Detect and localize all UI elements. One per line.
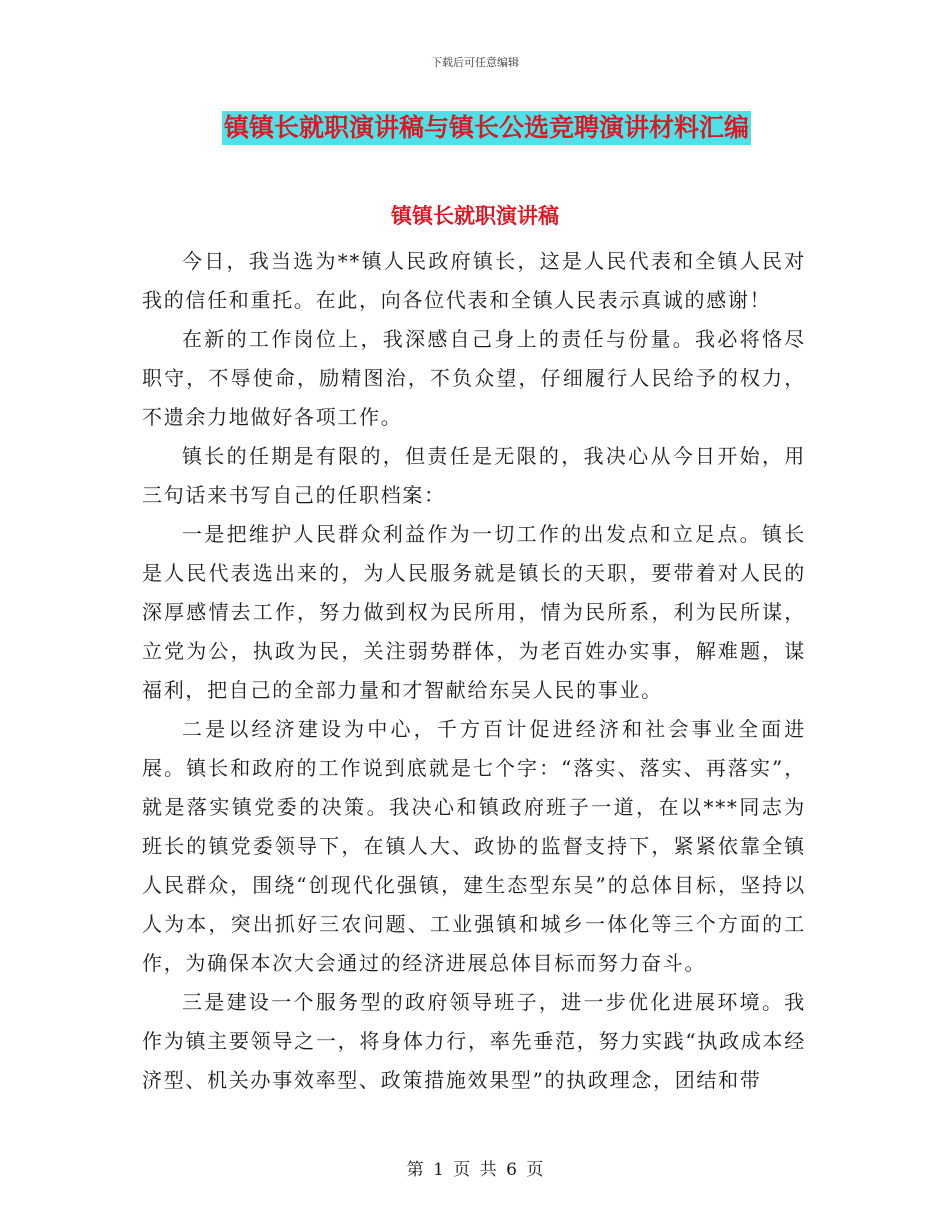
body-text bbox=[142, 242, 806, 1100]
paragraph: 镇长的任期是有限的，但责任是无限的，我决心从今日开始，用三句话来书写自己的任职档案： bbox=[142, 444, 806, 507]
paragraph: 二是以经济建设为中心，千方百计促进经济和社会事业全面进展。镇长和政府的工作说到底就是七个字：“落实、落实、再落实”，就是落实镇党委的决策。我决心和镇政府班子一道，在以***同志为班长的镇党委领导下，在镇人大、政协的监督支持下，紧紧依靠全镇人民群众，围绕“创现代化强镇，建生态型东吴”的总体目标，坚持以人为本，突出抓好三农问题、工业强镇和城乡一体化等三个方面的工作，为确保本次大会通过的经济进展总体目标而努力奋斗。 bbox=[142, 717, 806, 975]
page-footer: 第 1 页 共 6 页 bbox=[406, 1160, 544, 1180]
paragraph: 一是把维护人民群众利益作为一切工作的出发点和立足点。镇长是人民代表选出来的，为人民服务就是镇长的天职，要带着对人民的深厚感情去工作，努力做到权为民所用，情为民所系，利为民所谋，立党为公，执政为民，关注弱势群体，为老百姓办实事，解难题，谋福利，把自己的全部力量和才智献给东吴人民的事业。 bbox=[142, 522, 806, 702]
section-title: 镇镇长就职演讲稿 bbox=[391, 204, 559, 228]
page-header-note: 下载后可任意编辑 bbox=[431, 56, 519, 69]
paragraph: 三是建设一个服务型的政府领导班子，进一步优化进展环境。我作为镇主要领导之一，将身体力行，率先垂范，努力实践“执政成本经济型、机关办事效率型、政策措施效果型”的执政理念，团结和带 bbox=[142, 990, 806, 1092]
paragraph: 在新的工作岗位上，我深感自己身上的责任与份量。我必将恪尽职守，不辱使命，励精图治，不负众望，仔细履行人民给予的权力，不遗余力地做好各项工作。 bbox=[142, 327, 806, 429]
paragraph: 今日，我当选为**镇人民政府镇长，这是人民代表和全镇人民对我的信任和重托。在此，向各位代表和全镇人民表示真诚的感谢！ bbox=[142, 249, 806, 312]
document-title: 镇镇长就职演讲稿与镇长公选竞聘演讲材料汇编 bbox=[222, 111, 751, 145]
